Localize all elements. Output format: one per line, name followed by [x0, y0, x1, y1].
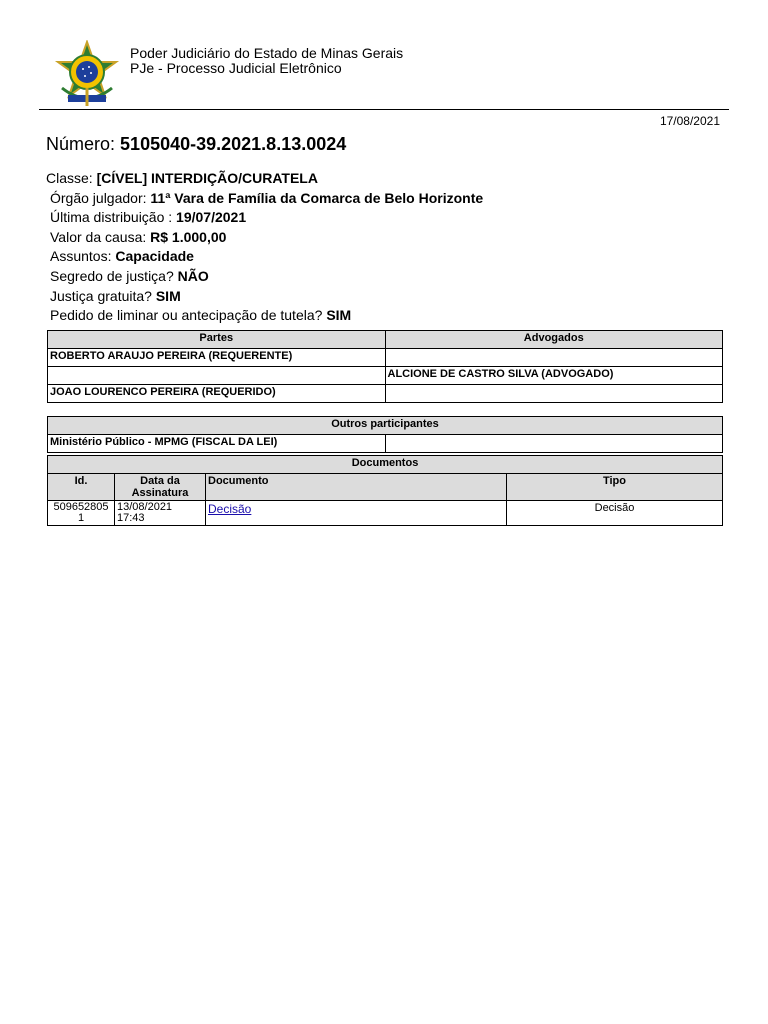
party-cell — [48, 367, 386, 385]
assuntos-value: Capacidade — [115, 248, 194, 265]
doc-id-line1: 509652805 — [53, 501, 109, 513]
doc-date-cell — [115, 501, 206, 526]
lawyer-cell — [385, 349, 723, 367]
table-row — [48, 349, 723, 367]
header-divider — [39, 109, 729, 110]
participant-cell: Ministério Público - MPMG (FISCAL DA LEI) — [48, 435, 386, 453]
doc-type-cell: Decisão — [507, 501, 723, 526]
doc-id-cell — [48, 501, 115, 526]
orgao-label: Órgão julgador: — [50, 189, 147, 206]
table-row — [48, 385, 723, 403]
gratuita-label: Justiça gratuita? — [50, 287, 152, 304]
lawyers-header: Advogados — [385, 331, 723, 349]
info-classe — [46, 169, 483, 189]
document-link[interactable]: Decisão — [208, 502, 252, 516]
valor-value: R$ 1.000,00 — [150, 228, 227, 245]
doc-id-line2: 1 — [77, 512, 85, 524]
info-assuntos — [46, 247, 483, 267]
process-number-value: 5105040-39.2021.8.13.0024 — [120, 134, 347, 154]
process-number — [46, 134, 346, 155]
lawyer-cell: ALCIONE DE CASTRO SILVA (ADVOGADO) — [385, 367, 723, 385]
segredo-label: Segredo de justiça? — [50, 267, 174, 284]
brazil-coat-of-arms-icon — [52, 40, 122, 110]
valor-label: Valor da causa: — [50, 228, 147, 245]
parties-header: Partes — [48, 331, 386, 349]
classe-value: [CÍVEL] INTERDIÇÃO/CURATELA — [96, 170, 318, 186]
col-data: Data da Assinatura — [115, 474, 206, 501]
print-date: 17/08/2021 — [659, 114, 720, 128]
info-orgao — [46, 189, 483, 209]
party-cell: ROBERTO ARAUJO PEREIRA (REQUERENTE) — [48, 349, 386, 367]
parties-table — [47, 330, 723, 403]
info-gratuita — [46, 287, 483, 307]
table-row — [48, 435, 723, 453]
page-header — [0, 0, 768, 110]
col-id: Id. — [48, 474, 115, 501]
liminar-label: Pedido de liminar ou antecipação de tutela? — [50, 307, 323, 324]
orgao-value: 11ª Vara de Família da Comarca de Belo Horizonte — [150, 189, 484, 206]
documents-header: Documentos — [48, 456, 723, 474]
info-distribuicao — [46, 208, 483, 228]
table-row — [48, 501, 723, 526]
assuntos-label: Assuntos: — [50, 248, 112, 265]
gratuita-value: SIM — [155, 287, 181, 304]
classe-label: Classe: — [46, 170, 93, 186]
info-liminar — [46, 306, 483, 326]
documents-table — [47, 455, 723, 526]
lawyer-cell — [385, 385, 723, 403]
distribuicao-label: Última distribuição : — [50, 209, 173, 226]
process-number-label: Número: — [46, 134, 116, 154]
case-info — [46, 169, 483, 326]
col-documento: Documento — [206, 474, 507, 501]
doc-date-line1: 13/08/2021 — [117, 501, 173, 513]
organization-name — [130, 46, 403, 76]
distribuicao-value: 19/07/2021 — [176, 209, 247, 226]
info-valor — [46, 228, 483, 248]
org-line-1: Poder Judiciário do Estado de Minas Gerais — [130, 45, 404, 61]
other-participants-table — [47, 416, 723, 453]
participant-extra-cell — [385, 435, 723, 453]
doc-date-line2: 17:43 — [117, 512, 145, 524]
party-cell: JOAO LOURENCO PEREIRA (REQUERIDO) — [48, 385, 386, 403]
segredo-value: NÃO — [177, 267, 209, 284]
info-segredo — [46, 267, 483, 287]
doc-name-cell — [206, 501, 507, 526]
col-tipo: Tipo — [507, 474, 723, 501]
other-participants-header: Outros participantes — [48, 417, 723, 435]
table-row — [48, 367, 723, 385]
org-line-2: PJe - Processo Judicial Eletrônico — [130, 60, 342, 76]
liminar-value: SIM — [326, 307, 352, 324]
